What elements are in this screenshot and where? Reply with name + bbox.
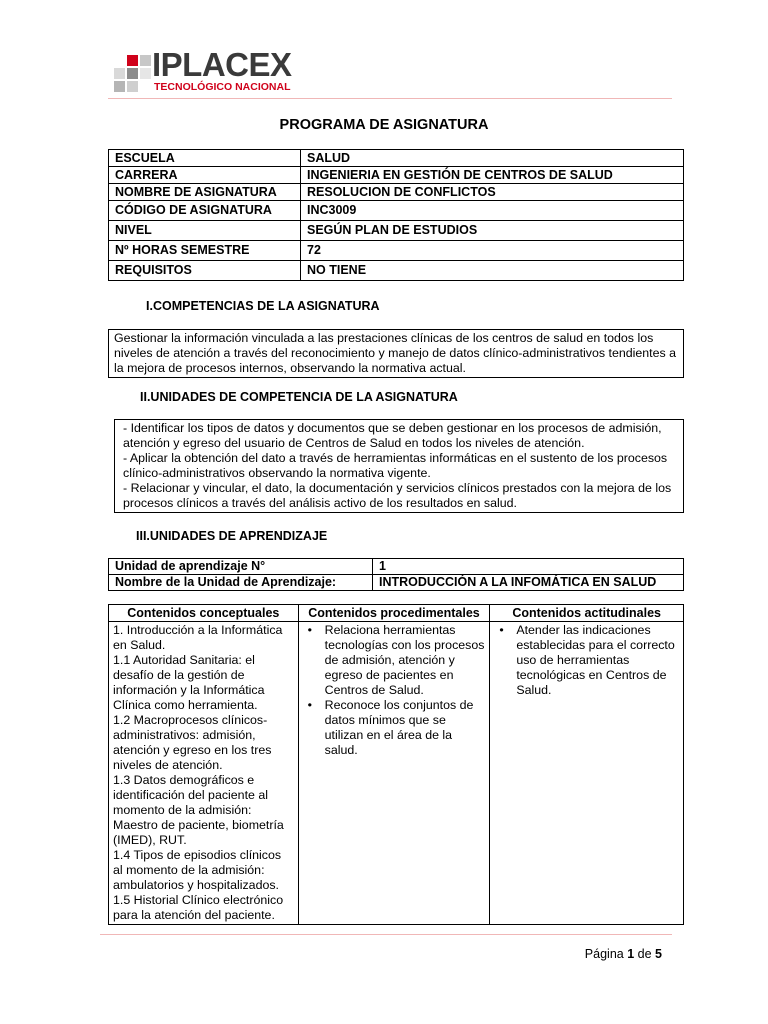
info-value: SEGÚN PLAN DE ESTUDIOS	[301, 221, 684, 241]
logo-text: IPLACEX	[152, 46, 292, 83]
list-item	[303, 698, 486, 758]
info-value: NO TIENE	[301, 261, 684, 281]
list-item-text: Relaciona herramientas tecnologías con los procesos de admisión, atención y egreso de pacientes en Centros de Salud.	[324, 623, 485, 697]
table-row	[109, 184, 684, 201]
bullet-icon: •	[307, 623, 312, 637]
document-header	[112, 46, 672, 102]
page-title: PROGRAMA DE ASIGNATURA	[279, 117, 489, 133]
competencias-box	[108, 329, 684, 378]
learning-unit-table	[108, 558, 684, 591]
list-item	[303, 623, 486, 698]
info-label: ESCUELA	[109, 150, 301, 167]
conceptual-contents-cell	[109, 622, 299, 925]
page-current: 1	[627, 947, 635, 961]
unidades-competencia-box	[114, 419, 684, 513]
list-item: 1.4 Tipos de episodios clínicos al momento de la admisión: ambulatorios y hospitalizados.	[113, 848, 282, 892]
info-value: RESOLUCION DE CONFLICTOS	[301, 184, 684, 201]
info-value: SALUD	[301, 150, 684, 167]
info-label: NOMBRE DE ASIGNATURA	[109, 184, 301, 201]
info-label: NIVEL	[109, 221, 301, 241]
section-heading-unidades-aprendizaje: III.UNIDADES DE APRENDIZAJE	[136, 529, 328, 543]
page-total: 5	[655, 947, 662, 961]
list-item: 1.1 Autoridad Sanitaria: el desafío de la gestión de información y la Informática Clínica como herramienta.	[113, 653, 265, 712]
list-item: 1.3 Datos demográficos e identificación del paciente al momento de la admisión: Maestro de paciente, biometría (IMED), RUT.	[113, 773, 284, 847]
attitudinal-contents-cell	[490, 622, 684, 925]
column-header: Contenidos actitudinales	[490, 605, 684, 622]
table-row	[109, 261, 684, 281]
list-item: - Identificar los tipos de datos y documentos que se deben gestionar en los procesos de admisión, atención y egreso del usuario de Centros de Salud en todos los niveles de atención.	[123, 421, 662, 450]
info-label: CÓDIGO DE ASIGNATURA	[109, 201, 301, 221]
list-item-text: Atender las indicaciones establecidas para el correcto uso de herramientas tecnológicas en Centros de Salud.	[516, 623, 675, 697]
page-number	[585, 947, 662, 961]
page-of: de	[637, 947, 652, 961]
info-label: CARRERA	[109, 167, 301, 184]
list-item	[494, 623, 679, 698]
page-label: Página	[584, 947, 624, 961]
competencias-text: Gestionar la información vinculada a las prestaciones clínicas de los centros de salud en todos los niveles de atención a través del reconocimiento y manejo de datos clínico-administrativos tendientes a la mejora de procesos internos, observando la normativa actual.	[114, 331, 677, 375]
table-row	[109, 150, 684, 167]
info-value: INGENIERIA EN GESTIÓN DE CENTROS DE SALUD	[301, 167, 684, 184]
section-heading-competencias: I.COMPETENCIAS DE LA ASIGNATURA	[146, 299, 380, 313]
list-item: 1.5 Historial Clínico electrónico para la atención del paciente.	[113, 893, 284, 922]
section-heading-unidades-competencia: II.UNIDADES DE COMPETENCIA DE LA ASIGNATURA	[140, 390, 458, 404]
column-header: Contenidos procedimentales	[298, 605, 490, 622]
list-item: 1. Introducción a la Informática en Salud.	[113, 623, 283, 652]
logo-subtitle: TECNOLÓGICO NACIONAL	[154, 81, 291, 93]
unit-number-label: Unidad de aprendizaje N°	[109, 559, 373, 575]
list-item: - Aplicar la obtención del dato a través de herramientas informáticas en el sustento de los procesos clínico-administrativos observando la normativa vigente.	[123, 451, 668, 480]
bullet-icon: •	[499, 623, 504, 637]
table-row	[109, 201, 684, 221]
table-row	[109, 221, 684, 241]
info-value: 72	[301, 241, 684, 261]
table-row	[109, 167, 684, 184]
bullet-icon: •	[307, 698, 312, 712]
info-label: REQUISITOS	[109, 261, 301, 281]
table-header-row	[109, 605, 684, 622]
column-header: Contenidos conceptuales	[109, 605, 299, 622]
footer-divider	[100, 934, 672, 935]
info-label: Nº HORAS SEMESTRE	[109, 241, 301, 261]
list-item: - Relacionar y vincular, el dato, la documentación y servicios clínicos prestados con la mejora de los procesos clínicos a través del análisis activo de los resultados en salud.	[123, 481, 672, 510]
contents-table	[108, 604, 684, 925]
list-item-text: Reconoce los conjuntos de datos mínimos que se utilizan en el área de la salud.	[324, 698, 474, 757]
unit-name-label: Nombre de la Unidad de Aprendizaje:	[109, 575, 373, 591]
logo-squares-icon	[114, 54, 154, 94]
table-row	[109, 575, 684, 591]
table-row	[109, 622, 684, 925]
unit-name-value: INTRODUCCIÓN A LA INFOMÁTICA EN SALUD	[373, 575, 684, 591]
table-row	[109, 559, 684, 575]
info-value: INC3009	[301, 201, 684, 221]
header-divider	[108, 98, 672, 99]
course-info-table	[108, 149, 684, 281]
list-item: 1.2 Macroprocesos clínicos-administrativos: admisión, atención y egreso en los tres niveles de atención.	[113, 713, 272, 772]
table-row	[109, 241, 684, 261]
procedural-contents-cell	[298, 622, 490, 925]
unit-number-value: 1	[373, 559, 684, 575]
